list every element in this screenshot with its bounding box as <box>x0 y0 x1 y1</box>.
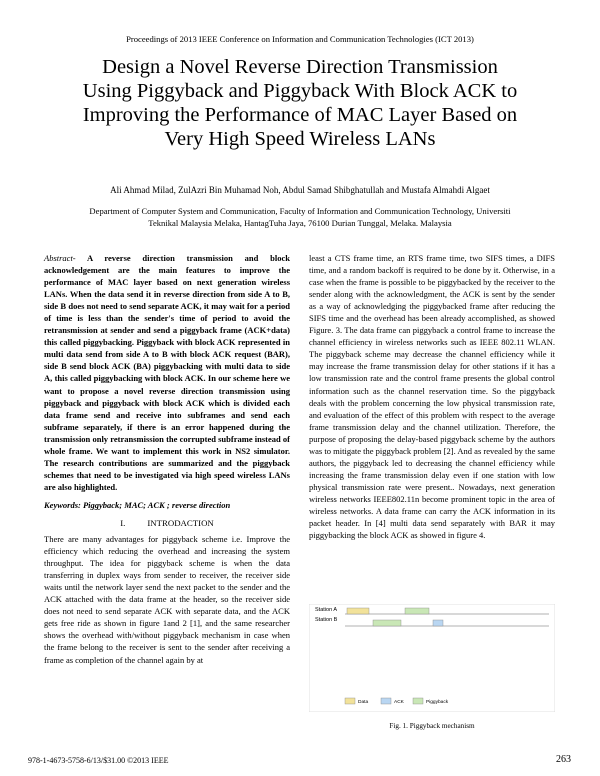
section-heading <box>44 517 290 529</box>
proceedings-header: Proceedings of 2013 IEEE Conference on Information and Communication Technologies (ICT 2013) <box>126 34 474 44</box>
authors: Ali Ahmad Milad, ZulAzri Bin Muhamad Noh, Abdul Samad Shibghatullah and Mustafa Almahdi Algaet <box>110 185 490 195</box>
frame-data-a1 <box>347 608 369 614</box>
title-line-1: Design a Novel Reverse Direction Transmission <box>102 56 498 78</box>
left-column <box>44 252 290 666</box>
title-line-4: Very High Speed Wireless LANs <box>164 128 436 150</box>
frame-piggyback-a2 <box>405 608 429 614</box>
affiliation-line-1: Department of Computer System and Communication, Faculty of Information and Communication Technology, Universiti <box>89 206 511 216</box>
figure-1 <box>309 604 555 714</box>
intro-paragraph: There are many advantages for piggyback scheme i.e. Improve the efficiency which reducing the overhead and increasing the system throughput. The idea for piggyback scheme is when the data transferring in duplex ways from sender to receiver, the receiver side waits until the network layer send the next packet to the sender and the ACK attached with the data frame at the header, so the receiver side does not need to send separate ACK with separate data, and the ACK gets free ride as shown in figure 1and 2 [1], and the same researcher shows the overhead with/without piggyback mechanism in case when the frame belong to the receiver is sent to the sender after receiving a frame as completion of the channel again by at <box>44 534 290 665</box>
section-title: INTRODACTION <box>147 517 214 528</box>
paper-title <box>30 55 570 151</box>
legend-ack-label: ACK <box>394 700 404 705</box>
station-b-label: Station B <box>315 617 338 623</box>
abstract-text: A reverse direction transmission and block acknowledgement are the main features to improve the performance of MAC layer based on next generation wireless LANs. When the data send it in reverse direction from side A to B, side B does not need to send separate ACK, it may wait for a period of time is less than the sender's time of period to avoid the retransmission at sender and send a piggyback frame (ACK+data) this called piggybacking. Piggyback with block ACK represented in multi data send from side A to B with block ACK request (BAR), side B send block ACK (BA) piggybacking with multi data to side A, this called piggybacking with block ACK. In our scheme here we want to propose a novel reverse direction transmission using piggyback and piggyback with block ACK which is divided each data frame send and receive into subframes and send each subframe separately, if there is an error happened during the transmission only retransmission the corrupted subframe instead of whole frame. We want to implement this work in NS2 simulator. The research contributions are summarized and the piggyback schemes that need to be investigated via high speed wireless LANs are also highlighted. <box>44 253 290 492</box>
piggyback-diagram <box>309 604 555 712</box>
legend-data-label: Data <box>358 700 369 705</box>
abstract <box>44 252 290 493</box>
affiliation-line-2: Teknikal Malaysia Melaka, HantagTuha Jaya, 76100 Durian Tunggal, Melaka. Malaysia <box>148 218 452 228</box>
page-number: 263 <box>556 754 571 765</box>
keywords: Keywords: Piggyback; MAC; ACK ; reverse direction <box>44 499 231 510</box>
title-line-3: Improving the Performance of MAC Layer Based on <box>82 104 518 126</box>
right-paragraph: least a CTS frame time, an RTS frame time, two SIFS times, a DIFS time, and a random backoff is required to be done by it. Otherwise, in a case when the frame is possible to be piggybacked by the receiver to the sender along with the acknowledgment, the ACK is sent by the sender as a way of acknowledging the piggybacked frame after reducing the SIFS time and the overhead has been already accomplished, as showed Figure. 3. The data frame can piggyback a control frame to increase the channel efficiency in wireless networks such as IEEE 802.11 WLAN. The piggyback scheme may decrease the channel efficiency while it may increase the frame transmission delay for other stations if it has a low transmission rate and the control frame presents the global control information such as the channel reservation time. So the piggyback deals with the problem concerning the low physical transmission rate, and evaluation of the effect of this problem with respect to the average frame transmission delay and the channel utilization. Therefore, the purpose of proposing the delay-based piggyback scheme by the authors was to mitigate the piggyback problem [2]. And as revealed by the same authors, the piggyback led to decreasing the channel efficiency while increasing the frame transmission delay even if one station with low physical transmission rate were present.. Nowadays, next generation wireless networks IEEE802.11n become prominent topic in the area of wireless networks. A data frame can carry the ACK information in its packet header. In [4] multi data send separately with BAR it may piggybacking the block ACK as showed in figure 4. <box>309 253 555 541</box>
section-number: I. <box>120 517 126 528</box>
legend-ack-swatch <box>381 698 391 704</box>
frame-ack-b2 <box>433 620 443 626</box>
affiliation <box>30 205 570 229</box>
abstract-label: Abstract- <box>44 253 76 263</box>
title-line-2: Using Piggyback and Piggyback With Block ACK to <box>82 80 518 102</box>
legend-piggyback-swatch <box>413 698 423 704</box>
right-column <box>309 252 555 541</box>
legend-piggyback-label: Piggyback <box>426 700 449 705</box>
station-a-label: Station A <box>315 607 338 613</box>
frame-piggyback-b1 <box>373 620 401 626</box>
figure-caption: Fig. 1. Piggyback mechanism <box>389 722 475 730</box>
footer-isbn: 978-1-4673-5758-6/13/$31.00 ©2013 IEEE <box>28 756 169 765</box>
legend-data-swatch <box>345 698 355 704</box>
